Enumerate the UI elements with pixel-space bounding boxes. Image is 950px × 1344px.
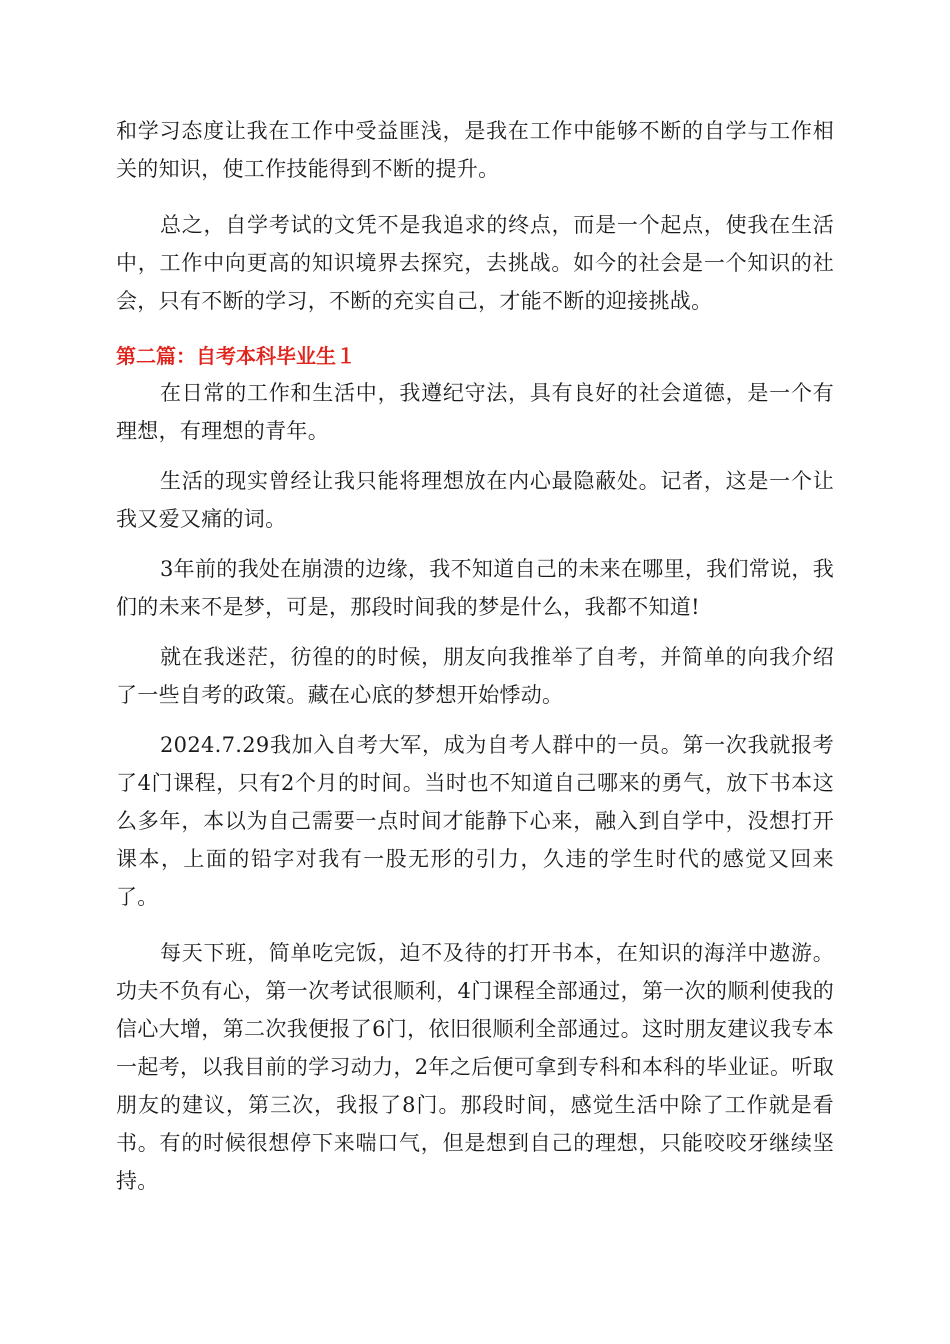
paragraph: 生活的现实曾经让我只能将理想放在内心最隐蔽处。记者，这是一个让我又爱又痛的词。 <box>116 469 834 531</box>
paragraph: 在日常的工作和生活中，我遵纪守法，具有良好的社会道德，是一个有理想，有理想的青年。 <box>116 381 834 443</box>
paragraph: 就在我迷茫，彷徨的的时候，朋友向我推举了自考，并简单的向我介绍了一些自考的政策。藏在心底的梦想开始悸动。 <box>116 645 834 707</box>
paragraph: 3年前的我处在崩溃的边缘，我不知道自己的未来在哪里，我们常说，我们的未来不是梦，可是，那段时间我的梦是什么，我都不知道! <box>116 557 834 619</box>
section-heading: 第二篇：自考本科毕业生１ <box>116 344 356 368</box>
paragraph: 2024.7.29我加入自考大军，成为自考人群中的一员。第一次我就报考了4门课程，只有2个月的时间。当时也不知道自己哪来的勇气，放下书本这么多年，本以为自己需要一点时间才能静下心来，融入到自学中，没想打开课本，上面的铅字对我有一股无形的引力，久违的学生时代的感觉又回来了。 <box>116 733 834 909</box>
paragraph: 每天下班，简单吃完饭，迫不及待的打开书本，在知识的海洋中遨游。功夫不负有心，第一次考试很顺利，4门课程全部通过，第一次的顺利使我的信心大增，第二次我便报了6门，依旧很顺利全部通过。这时朋友建议我专本一起考，以我目前的学习动力，2年之后便可拿到专科和本科的毕业证。听取朋友的建议，第三次，我报了8门。那段时间，感觉生活中除了工作就是看书。有的时候很想停下来喘口气，但是想到自己的理想，只能咬咬牙继续坚持。 <box>116 941 834 1193</box>
paragraph-conclusion: 总之，自学考试的文凭不是我追求的终点，而是一个起点，使我在生活中，工作中向更高的知识境界去探究，去挑战。如今的社会是一个知识的社会，只有不断的学习，不断的充实自己，才能不断的迎接挑战。 <box>116 213 834 313</box>
document-body <box>116 112 834 1200</box>
paragraph-continuation: 和学习态度让我在工作中受益匪浅，是我在工作中能够不断的自学与工作相关的知识，使工作技能得到不断的提升。 <box>116 119 834 181</box>
